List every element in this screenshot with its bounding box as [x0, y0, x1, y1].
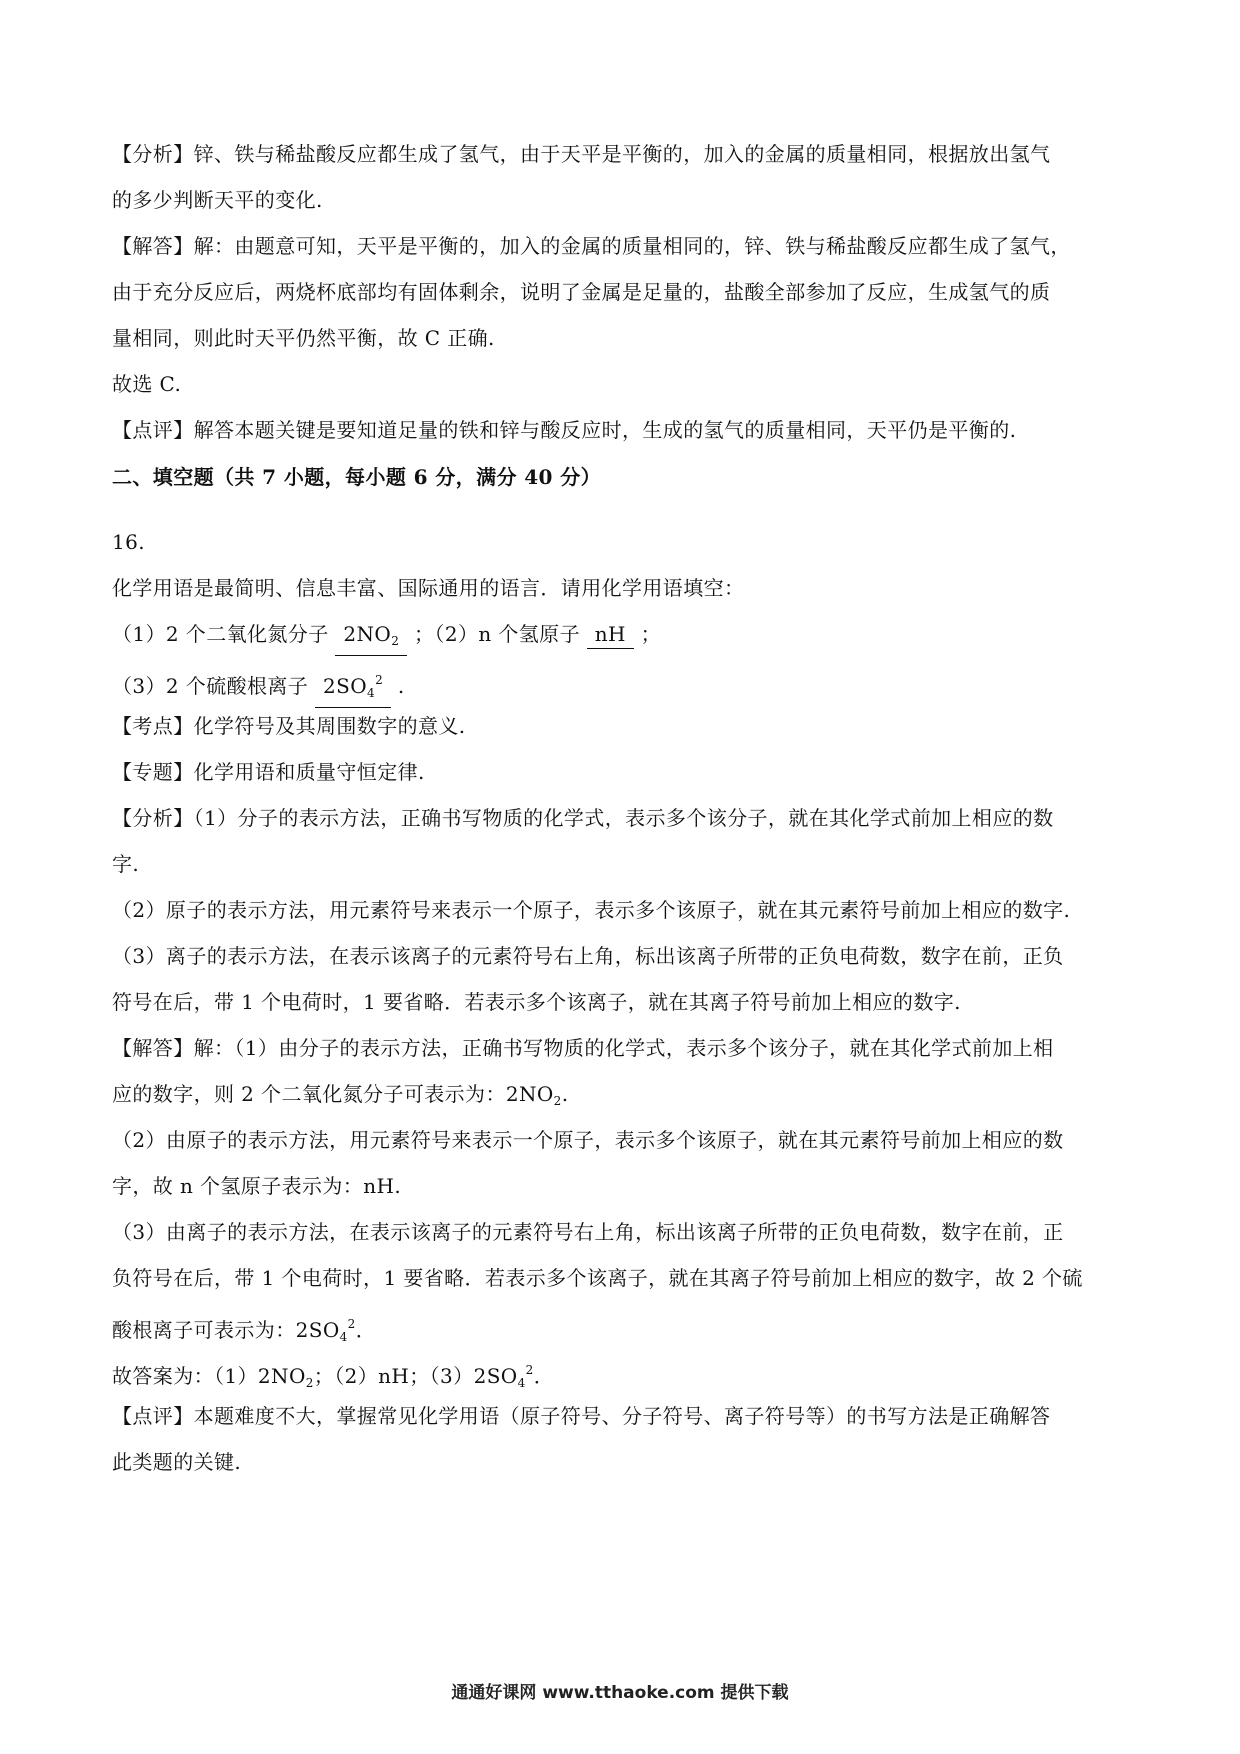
question-part-1: （1）2 个二氧化氮分子 $2NO_2$ ；（2）n 个氢原子 nH ；	[112, 620, 1140, 656]
part-3-prompt: （3）2 个硫酸根离子	[112, 674, 309, 698]
answer-blank-1: $2NO_2$	[335, 620, 407, 656]
analysis-line: （2）原子的表示方法，用元素符号来表示一个原子，表示多个该原子，就在其元素符号前加上相应的数字.	[112, 898, 1071, 922]
analysis-line: 【分析】锌、铁与稀盐酸反应都生成了氢气，由于天平是平衡的，加入的金属的质量相同，根据放出氢气	[112, 142, 1051, 166]
solution-line: 量相同，则此时天平仍然平衡，故 C 正确.	[112, 326, 495, 350]
solution-line: （3）由离子的表示方法，在表示该离子的元素符号右上角，标出该离子所带的正负电荷数，数字在前，正	[112, 1220, 1064, 1244]
part-2-prompt: ；（2）n 个氢原子	[414, 622, 580, 646]
answer-blank-2: nH	[587, 620, 634, 649]
question-stem: 化学用语是最简明、信息丰富、国际通用的语言．请用化学用语填空：	[112, 576, 745, 600]
part-1-prompt: （1）2 个二氧化氮分子	[112, 622, 329, 646]
comment-line: 【点评】解答本题关键是要知道足量的铁和锌与酸反应时，生成的氢气的质量相同，天平仍是平衡的.	[112, 418, 1017, 442]
solution-line: 【解答】解：由题意可知，天平是平衡的，加入的金属的质量相同的，锌、铁与稀盐酸反应都生成了氢气，	[112, 234, 1071, 258]
solution-line: 由于充分反应后，两烧杯底部均有固体剩余，说明了金属是足量的，盐酸全部参加了反应，生成氢气的质	[112, 280, 1051, 304]
question-number: 16.	[112, 530, 146, 554]
zhuanti-line: 【专题】化学用语和质量守恒定律.	[112, 760, 425, 784]
analysis-line: （3）离子的表示方法，在表示该离子的元素符号右上角，标出该离子所带的正负电荷数，数字在前，正负	[112, 944, 1064, 968]
solution-line: 负符号在后，带 1 个电荷时，1 要省略．若表示多个该离子，就在其离子符号前加上相应的数字，故 2 个硫	[112, 1266, 1083, 1290]
section-title: 二、填空题（共 7 小题，每小题 6 分，满分 40 分）	[112, 465, 602, 489]
solution-line: 【解答】解：（1）由分子的表示方法，正确书写物质的化学式，表示多个该分子，就在其化学式前加上相	[112, 1036, 1054, 1060]
analysis-line: 字.	[112, 852, 140, 876]
comment-line: 【点评】本题难度不大，掌握常见化学用语（原子符号、分子符号、离子符号等）的书写方法是正确解答	[112, 1404, 1051, 1428]
solution-line: 酸根离子可表示为：$2SO_4^2$．	[112, 1317, 377, 1344]
footer-credit: 通通好课网 www.tthaoke.com 提供下载	[451, 1683, 789, 1703]
answer-blank-3: $2SO_4^2$	[315, 666, 391, 708]
solution-line: 应的数字，则 2 个二氧化氮分子可表示为：$2NO_2$.	[112, 1082, 569, 1108]
analysis-line: 的多少判断天平的变化.	[112, 188, 323, 212]
choice-line: 故选 C.	[112, 372, 182, 396]
question-part-3: （3）2 个硫酸根离子 $2SO_4^2$ .	[112, 666, 1140, 708]
solution-line: 字，故 n 个氢原子表示为：nH.	[112, 1174, 402, 1198]
analysis-line: 【分析】（1）分子的表示方法，正确书写物质的化学式，表示多个该分子，就在其化学式前加上相应的数	[112, 806, 1054, 830]
analysis-line: 符号在后，带 1 个电荷时，1 要省略．若表示多个该离子，就在其离子符号前加上相应的数字.	[112, 990, 961, 1014]
solution-line: （2）由原子的表示方法，用元素符号来表示一个原子，表示多个该原子，就在其元素符号前加上相应的数	[112, 1128, 1064, 1152]
kaodian-line: 【考点】化学符号及其周围数字的意义.	[112, 714, 466, 738]
comment-line: 此类题的关键.	[112, 1450, 242, 1474]
answer-line: 故答案为：$(1)2NO_2$；（2）nH；$(3)2SO_4^2$．	[112, 1363, 555, 1390]
